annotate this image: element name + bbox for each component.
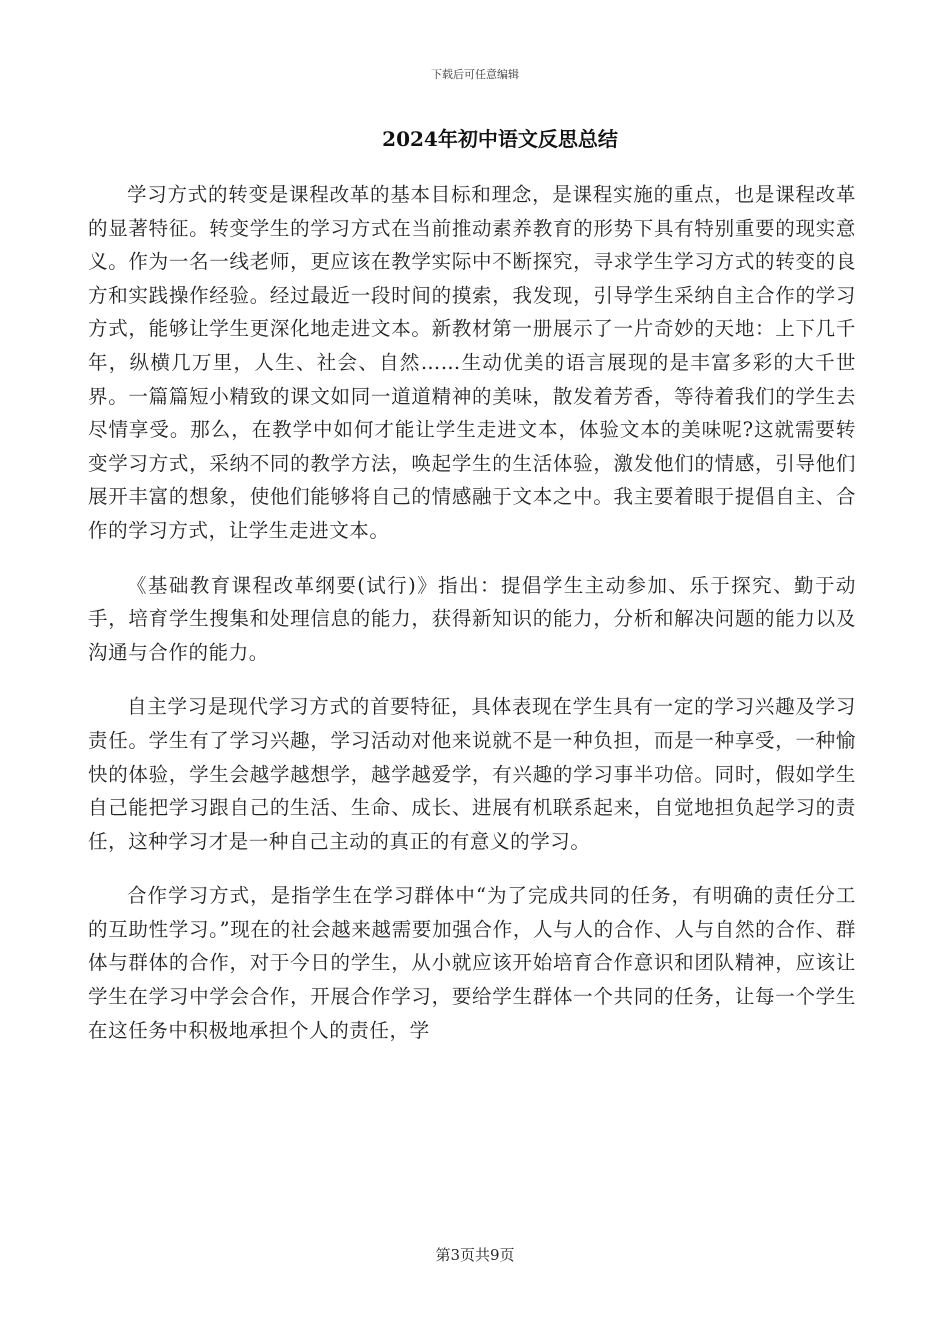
paragraph-2: 《基础教育课程改革纲要(试行)》指出：提倡学生主动参加、乐于探究、勤于动手，培育学生搜集和处理信息的能力，获得新知识的能力，分析和解决问题的能力以及沟通与合作的能力。 <box>88 573 856 664</box>
paragraph-1: 学习方式的转变是课程改革的基本目标和理念，是课程实施的重点，也是课程改革的显著特征。转变学生的学习方式在当前推动素养教育的形势下具有特别重要的现实意义。作为一名一线老师，更应该在教学实际中不断探究，寻求学生学习方式的转变的良方和实践操作经验。经过最近一段时间的摸索，我发现，引导学生采纳自主合作的学习方式，能够让学生更深化地走进文本。新教材第一册展示了一片奇妙的天地：上下几千年，纵横几万里，人生、社会、自然……生动优美的语言展现的是丰富多彩的大千世界。一篇篇短小精致的课文如同一道道精神的美味，散发着芳香，等待着我们的学生去尽情享受。那么，在教学中如何才能让学生走进文本，体验文本的美味呢?这就需要转变学习方式，采纳不同的教学方法，唤起学生的生活体验，激发他们的情感，引导他们展开丰富的想象，使他们能够将自己的情感融于文本之中。我主要着眼于提倡自主、合作的学习方式，让学生走进文本。 <box>88 183 856 542</box>
page-number: 第3页共9页 <box>435 1246 515 1264</box>
paragraph-4: 合作学习方式，是指学生在学习群体中“为了完成共同的任务，有明确的责任分工的互助性学习。”现在的社会越来越需要加强合作，人与人的合作、人与自然的合作、群体与群体的合作，对于今日的学生，从小就应该开始培育合作意识和团队精神，应该让学生在学习中学会合作，开展合作学习，要给学生群体一个共同的任务，让每一个学生在这任务中积极地承担个人的责任，学 <box>88 884 856 1042</box>
header-note: 下载后可任意编辑 <box>431 68 519 81</box>
document-title: 2024年初中语文反思总结 <box>382 127 618 151</box>
paragraph-3: 自主学习是现代学习方式的首要特征，具体表现在学生具有一定的学习兴趣及学习责任。学生有了学习兴趣，学习活动对他来说就不是一种负担，而是一种享受，一种愉快的体验，学生会越学越想学，越学越爱学，有兴趣的学习事半功倍。同时，假如学生自己能把学习跟自己的生活、生命、成长、进展有机联系起来，自觉地担负起学习的责任，这种学习才是一种自己主动的真正的有意义的学习。 <box>88 695 856 853</box>
document-body <box>88 178 856 1068</box>
